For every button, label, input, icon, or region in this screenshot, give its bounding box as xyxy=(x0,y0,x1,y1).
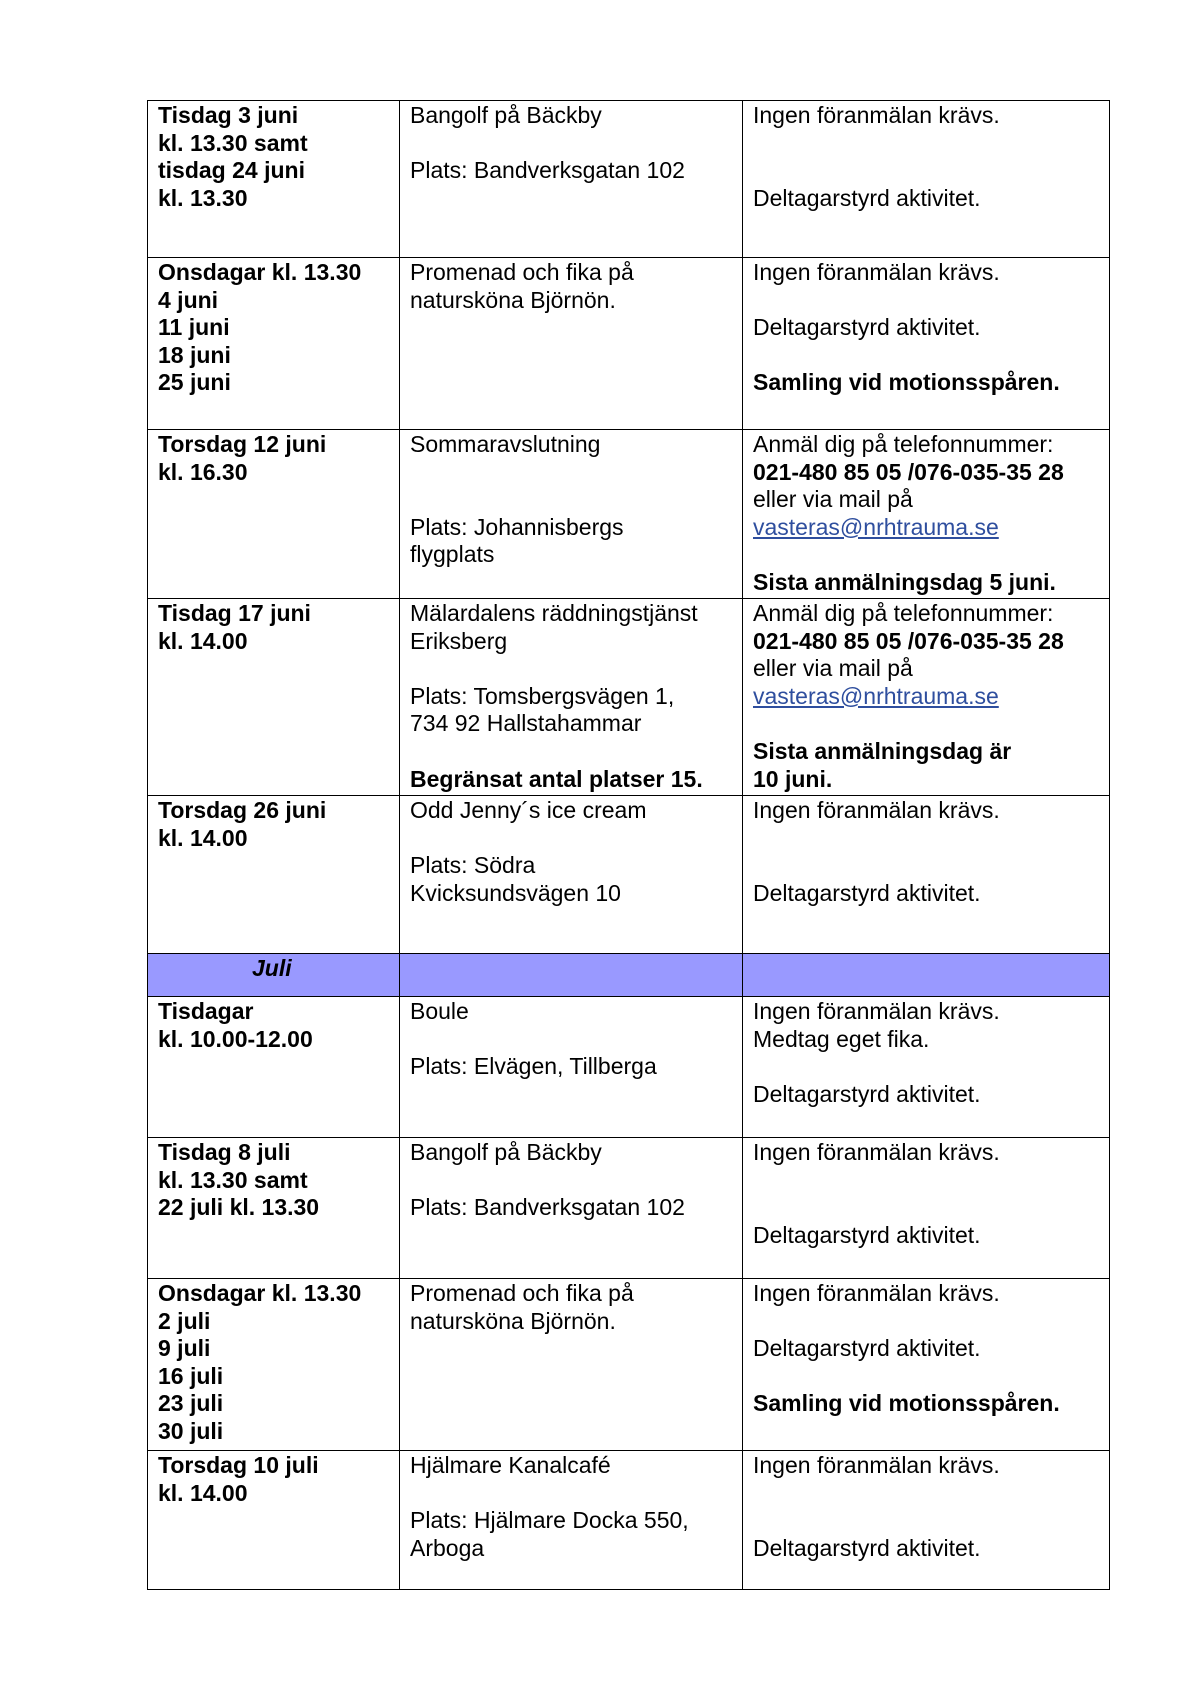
date-line: 11 juni xyxy=(158,314,230,341)
info-line: Ingen föranmälan krävs. xyxy=(753,102,1000,128)
date-line: 9 juli xyxy=(158,1335,211,1362)
info-line: Deltagarstyrd aktivitet. xyxy=(753,1080,981,1107)
description-line: Begränsat antal platser 15. xyxy=(410,765,703,792)
info-line: Ingen föranmälan krävs. xyxy=(753,1139,1000,1165)
activity-row xyxy=(148,430,1110,599)
activity-date-cell xyxy=(148,258,400,430)
activity-description-cell xyxy=(400,1279,743,1451)
date-line: 18 juni xyxy=(158,341,231,368)
activity-info-cell xyxy=(743,1279,1110,1451)
description-line: Mälardalens räddningstjänst xyxy=(410,600,698,626)
blank-line xyxy=(753,1167,1099,1195)
activity-row xyxy=(148,1279,1110,1451)
activity-row xyxy=(148,997,1110,1138)
blank-line xyxy=(753,1194,1099,1222)
blank-line xyxy=(410,1167,732,1195)
activity-description-cell xyxy=(400,1451,743,1590)
blank-line xyxy=(753,541,1099,569)
blank-line xyxy=(753,825,1099,853)
info-line: 021-480 85 05 /076-035-35 28 xyxy=(753,627,1064,654)
activity-description-cell xyxy=(400,599,743,796)
date-line: kl. 14.00 xyxy=(158,824,248,851)
date-line: 30 juli xyxy=(158,1417,224,1444)
description-line: Plats: Bandverksgatan 102 xyxy=(410,157,685,184)
info-line: Ingen föranmälan krävs. xyxy=(753,259,1000,285)
date-line: 2 juli xyxy=(158,1307,211,1334)
date-line: Tisdag 17 juni xyxy=(158,600,311,626)
activity-description-cell xyxy=(400,1138,743,1279)
blank-line xyxy=(753,1363,1099,1391)
description-line: Sommaravslutning xyxy=(410,431,601,457)
description-line: Plats: Hjälmare Docka 550, xyxy=(410,1507,689,1534)
blank-line xyxy=(753,130,1099,158)
info-line: eller via mail på xyxy=(753,655,913,682)
activity-row xyxy=(148,796,1110,954)
info-line: Ingen föranmälan krävs. xyxy=(753,797,1000,823)
info-line: Deltagarstyrd aktivitet. xyxy=(753,879,981,906)
blank-line xyxy=(753,342,1099,370)
activity-info-cell xyxy=(743,101,1110,258)
description-line: Promenad och fika på xyxy=(410,1280,634,1306)
activity-info-cell xyxy=(743,599,1110,796)
date-line: kl. 14.00 xyxy=(158,627,248,654)
description-line: Arboga xyxy=(410,1534,485,1561)
activity-schedule-table xyxy=(147,100,1110,1590)
blank-line xyxy=(410,1026,732,1054)
month-header-empty-cell xyxy=(743,954,1110,997)
activity-date-cell xyxy=(148,1138,400,1279)
date-line: 22 juli kl. 13.30 xyxy=(158,1194,320,1221)
description-line: Boule xyxy=(410,998,469,1024)
activity-info-cell xyxy=(743,997,1110,1138)
activity-date-cell xyxy=(148,1279,400,1451)
info-line: Ingen föranmälan krävs. xyxy=(753,998,1000,1024)
description-line: Bangolf på Bäckby xyxy=(410,102,602,128)
date-line: Onsdagar kl. 13.30 xyxy=(158,1280,362,1306)
info-line: Deltagarstyrd aktivitet. xyxy=(753,1335,981,1362)
date-line: kl. 13.30 samt xyxy=(158,1166,308,1193)
description-line: Bangolf på Bäckby xyxy=(410,1139,602,1165)
activity-row xyxy=(148,258,1110,430)
activity-info-cell xyxy=(743,258,1110,430)
blank-line xyxy=(753,852,1099,880)
info-line: Anmäl dig på telefonnummer: xyxy=(753,431,1054,457)
description-line: Plats: Johannisbergs xyxy=(410,513,624,540)
blank-line xyxy=(753,1480,1099,1508)
blank-line xyxy=(753,710,1099,738)
email-link[interactable]: vasteras@nrhtrauma.se xyxy=(753,513,999,540)
activity-date-cell xyxy=(148,430,400,599)
activity-description-cell xyxy=(400,258,743,430)
schedule-body xyxy=(148,101,1110,1590)
description-line: Plats: Tomsbergsvägen 1, xyxy=(410,682,675,709)
blank-line xyxy=(410,655,732,683)
blank-line xyxy=(410,1480,732,1508)
info-line: Ingen föranmälan krävs. xyxy=(753,1280,1000,1306)
blank-line xyxy=(753,1507,1099,1535)
activity-row xyxy=(148,599,1110,796)
blank-line xyxy=(410,825,732,853)
blank-line xyxy=(753,1053,1099,1081)
date-line: 25 juni xyxy=(158,369,231,396)
activity-info-cell xyxy=(743,1138,1110,1279)
activity-info-cell xyxy=(743,430,1110,599)
info-line: Deltagarstyrd aktivitet. xyxy=(753,314,981,341)
info-line: Sista anmälningsdag 5 juni. xyxy=(753,568,1056,595)
activity-description-cell xyxy=(400,796,743,954)
description-line: Odd Jenny´s ice cream xyxy=(410,797,647,823)
date-line: Tisdagar xyxy=(158,998,254,1024)
activity-info-cell xyxy=(743,1451,1110,1590)
blank-line xyxy=(753,1308,1099,1336)
blank-line xyxy=(753,287,1099,315)
activity-date-cell xyxy=(148,796,400,954)
email-link[interactable]: vasteras@nrhtrauma.se xyxy=(753,682,999,709)
date-line: kl. 13.30 xyxy=(158,184,248,211)
info-line: Samling vid motionsspåren. xyxy=(753,369,1060,396)
info-line: Sista anmälningsdag är xyxy=(753,737,1012,764)
date-line: Torsdag 26 juni xyxy=(158,797,327,823)
activity-date-cell xyxy=(148,997,400,1138)
blank-line xyxy=(410,738,732,766)
info-line: 021-480 85 05 /076-035-35 28 xyxy=(753,458,1064,485)
activity-row xyxy=(148,101,1110,258)
info-line: Ingen föranmälan krävs. xyxy=(753,1452,1000,1478)
month-name: Juli xyxy=(148,954,400,997)
description-line: Plats: Södra xyxy=(410,852,536,879)
info-line: Deltagarstyrd aktivitet. xyxy=(753,1534,981,1561)
blank-line xyxy=(410,486,732,514)
description-line: 734 92 Hallstahammar xyxy=(410,710,642,737)
info-line: Anmäl dig på telefonnummer: xyxy=(753,600,1054,626)
date-line: Tisdag 8 juli xyxy=(158,1139,291,1165)
activity-description-cell xyxy=(400,101,743,258)
info-line: Samling vid motionsspåren. xyxy=(753,1390,1060,1417)
date-line: 23 juli xyxy=(158,1390,224,1417)
blank-line xyxy=(410,459,732,487)
blank-line xyxy=(410,130,732,158)
description-line: Plats: Bandverksgatan 102 xyxy=(410,1194,685,1221)
info-line: Deltagarstyrd aktivitet. xyxy=(753,1221,981,1248)
info-line: Deltagarstyrd aktivitet. xyxy=(753,184,981,211)
date-line: Onsdagar kl. 13.30 xyxy=(158,259,362,285)
month-header-empty-cell xyxy=(400,954,743,997)
description-line: Kvicksundsvägen 10 xyxy=(410,879,621,906)
description-line: Hjälmare Kanalcafé xyxy=(410,1452,611,1478)
date-line: kl. 10.00-12.00 xyxy=(158,1025,313,1052)
info-line: 10 juni. xyxy=(753,765,833,792)
description-line: Plats: Elvägen, Tillberga xyxy=(410,1053,657,1080)
date-line: 4 juni xyxy=(158,286,219,313)
activity-description-cell xyxy=(400,430,743,599)
activity-date-cell xyxy=(148,599,400,796)
info-line: Medtag eget fika. xyxy=(753,1025,930,1052)
description-line: natursköna Björnön. xyxy=(410,1307,616,1334)
date-line: kl. 16.30 xyxy=(158,458,248,485)
month-header-row xyxy=(148,954,1110,997)
date-line: kl. 14.00 xyxy=(158,1479,248,1506)
activity-date-cell xyxy=(148,101,400,258)
activity-row xyxy=(148,1451,1110,1590)
description-line: Promenad och fika på xyxy=(410,259,634,285)
date-line: Torsdag 10 juli xyxy=(158,1452,319,1478)
date-line: tisdag 24 juni xyxy=(158,157,305,184)
activity-date-cell xyxy=(148,1451,400,1590)
activity-row xyxy=(148,1138,1110,1279)
description-line: flygplats xyxy=(410,541,495,568)
activity-info-cell xyxy=(743,796,1110,954)
blank-line xyxy=(753,157,1099,185)
date-line: 16 juli xyxy=(158,1362,224,1389)
date-line: Tisdag 3 juni xyxy=(158,102,299,128)
activity-description-cell xyxy=(400,997,743,1138)
description-line: Eriksberg xyxy=(410,627,508,654)
description-line: natursköna Björnön. xyxy=(410,286,616,313)
date-line: kl. 13.30 samt xyxy=(158,129,308,156)
info-line: eller via mail på xyxy=(753,486,913,513)
date-line: Torsdag 12 juni xyxy=(158,431,327,457)
